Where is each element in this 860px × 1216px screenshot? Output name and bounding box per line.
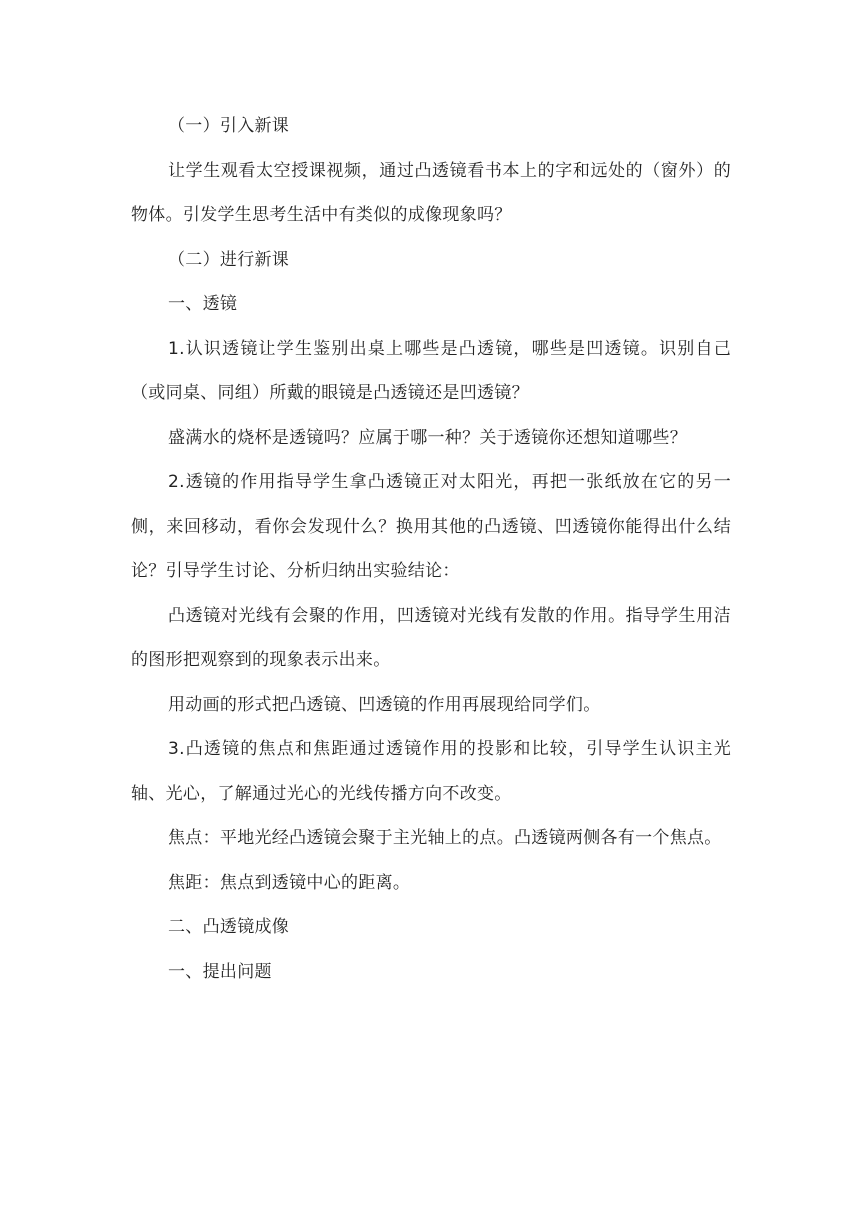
- paragraph: 凸透镜对光线有会聚的作用，凹透镜对光线有发散的作用。指导学生用洁的图形把观察到的现象表示出来。: [131, 605, 731, 670]
- paragraph: 让学生观看太空授课视频，通过凸透镜看书本上的字和远处的（窗外）的物体。引发学生思考生活中有类似的成像现象吗？: [131, 160, 731, 225]
- section-heading-intro: （一）引入新课: [168, 116, 290, 136]
- subheading-lens: 一、透镜: [168, 294, 238, 314]
- section-heading-new-lesson: （二）进行新课: [168, 249, 290, 270]
- subheading-ask-question: 一、提出问题: [168, 961, 272, 982]
- paragraph: 用动画的形式把凸透镜、凹透镜的作用再展现给同学们。: [168, 694, 601, 715]
- paragraph: 盛满水的烧杯是透镜吗？应属于哪一种？关于透镜你还想知道哪些？: [168, 427, 687, 448]
- document-body: [131, 104, 731, 994]
- paragraph: 2.透镜的作用指导学生拿凸透镜正对太阳光，再把一张纸放在它的另一侧，来回移动，看你会发现什么？换用其他的凸透镜、凹透镜你能得出什么结论？引导学生讨论、分析归纳出实验结论：: [131, 472, 731, 581]
- paragraph: 3.凸透镜的焦点和焦距通过透镜作用的投影和比较，引导学生认识主光轴、光心，了解通过光心的光线传播方向不改变。: [131, 739, 731, 804]
- paragraph: 焦点：平地光经凸透镜会聚于主光轴上的点。凸透镜两侧各有一个焦点。: [168, 828, 722, 848]
- subheading-convex-imaging: 二、凸透镜成像: [168, 917, 290, 937]
- paragraph: 焦距：焦点到透镜中心的距离。: [168, 872, 411, 893]
- paragraph: 1.认识透镜让学生鉴别出桌上哪些是凸透镜，哪些是凹透镜。识别自己（或同桌、同组）所戴的眼镜是凸透镜还是凹透镜？: [131, 338, 731, 403]
